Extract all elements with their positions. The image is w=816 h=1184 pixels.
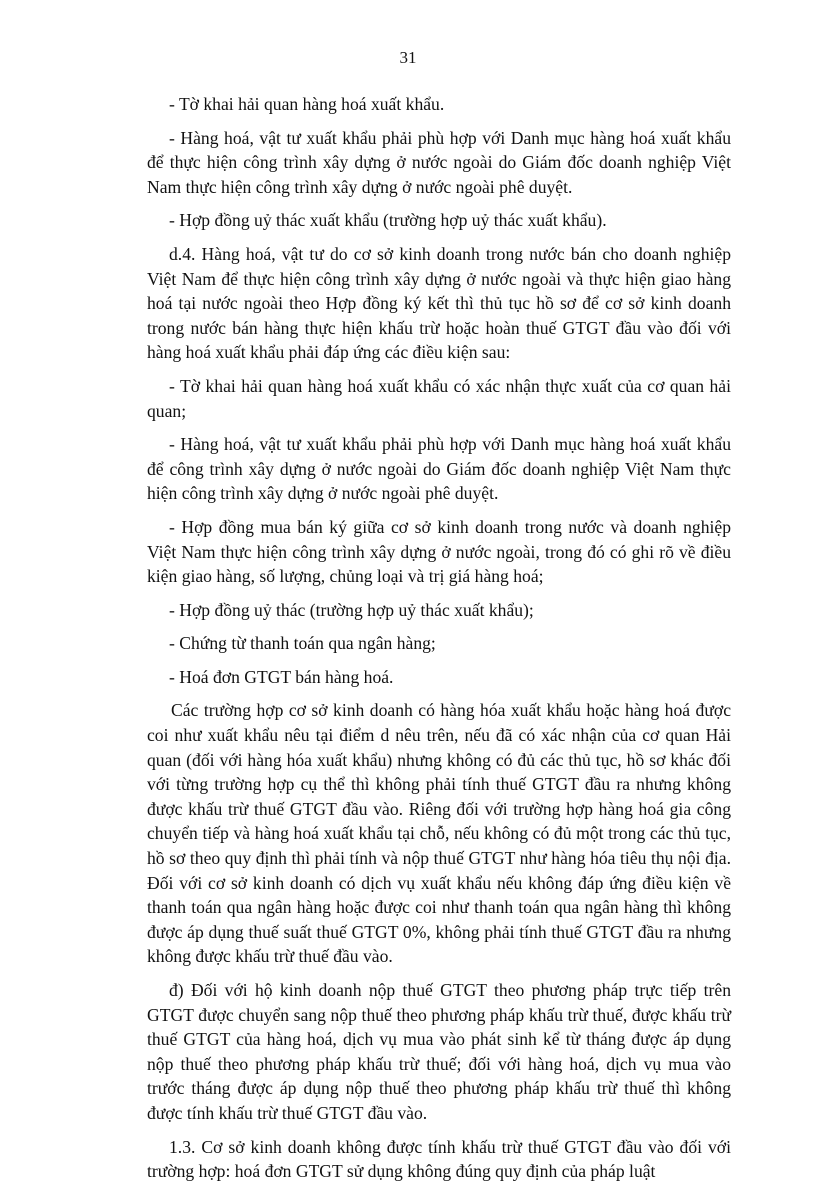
paragraph: - Hợp đồng uỷ thác xuất khẩu (trường hợp uỷ thác xuất khẩu).	[169, 210, 607, 231]
paragraph: Các trường hợp cơ sở kinh doanh có hàng hóa xuất khẩu hoặc hàng hoá được coi như xuất khẩu nêu tại điểm d nêu trên, nếu đã có xác nhận của cơ quan Hải quan (đối với hàng hóa xuất khẩu) nhưng không có đủ các thủ tục, hồ sơ khác đối với từng trường hợp cụ thể thì không phải tính thuế GTGT đầu ra nhưng không được khấu trừ thuế GTGT đầu vào. Riêng đối với trường hợp hàng hoá gia công chuyển tiếp và hàng hoá xuất khẩu tại chỗ, nếu không có đủ một trong các thủ tục, hồ sơ theo quy định thì phải tính và nộp thuế GTGT như hàng hóa tiêu thụ nội địa. Đối với cơ sở kinh doanh có dịch vụ xuất khẩu nếu không đáp ứng điều kiện về thanh toán qua ngân hàng hoặc được coi như thanh toán qua ngân hàng thì không được áp dụng thuế suất thuế GTGT 0%, không phải tính thuế GTGT đầu ra nhưng không được khấu trừ thuế đầu vào.	[147, 700, 731, 967]
paragraph: - Tờ khai hải quan hàng hoá xuất khẩu.	[169, 94, 445, 114]
paragraph: - Hoá đơn GTGT bán hàng hoá.	[169, 666, 394, 687]
paragraph: d.4. Hàng hoá, vật tư do cơ sở kinh doanh trong nước bán cho doanh nghiệp Việt Nam để thực hiện công trình xây dựng ở nước ngoài và thực hiện giao hàng hoá tại nước ngoài theo Hợp đồng ký kết thì thủ tục hồ sơ để cơ sở kinh doanh trong nước bán hàng thực hiện khấu trừ hoặc hoàn thuế GTGT đầu vào đối với hàng hoá xuất khẩu phải đáp ứng các điều kiện sau:	[147, 243, 731, 363]
document-body	[147, 92, 731, 1184]
paragraph: 1.3. Cơ sở kinh doanh không được tính khấu trừ thuế GTGT đầu vào đối với trường hợp: hoá đơn GTGT sử dụng không đúng quy định của pháp luật	[147, 1136, 731, 1182]
paragraph: - Hợp đồng mua bán ký giữa cơ sở kinh doanh trong nước và doanh nghiệp Việt Nam thực hiện công trình xây dựng ở nước ngoài, trong đó có ghi rõ về điều kiện giao hàng, số lượng, chủng loại và trị giá hàng hoá;	[147, 516, 731, 587]
paragraph: - Hợp đồng uỷ thác (trường hợp uỷ thác xuất khẩu);	[169, 599, 534, 620]
paragraph: - Chứng từ thanh toán qua ngân hàng;	[169, 633, 436, 654]
page-number: 31	[399, 48, 417, 67]
paragraph: - Hàng hoá, vật tư xuất khẩu phải phù hợp với Danh mục hàng hoá xuất khẩu để thực hiện công trình xây dựng ở nước ngoài do Giám đốc doanh nghiệp Việt Nam thực hiện công trình xây dựng ở nước ngoài phê duyệt.	[147, 127, 731, 197]
paragraph: - Hàng hoá, vật tư xuất khẩu phải phù hợp với Danh mục hàng hoá xuất khẩu để công trình xây dựng ở nước ngoài do Giám đốc doanh nghiệp Việt Nam thực hiện công trình xây dựng ở nước ngoài phê duyệt.	[147, 434, 731, 504]
paragraph: - Tờ khai hải quan hàng hoá xuất khẩu có xác nhận thực xuất của cơ quan hải quan;	[147, 375, 731, 421]
paragraph: đ) Đối với hộ kinh doanh nộp thuế GTGT theo phương pháp trực tiếp trên GTGT được chuyển sang nộp thuế theo phương pháp khấu trừ thuế, được khấu trừ thuế GTGT của hàng hoá, dịch vụ mua vào phát sinh kể từ tháng được áp dụng nộp thuế theo phương pháp khấu trừ thuế; đối với hàng hoá, dịch vụ mua vào trước tháng được áp dụng nộp thuế theo phương pháp khấu trừ thuế thì không được tính khấu trừ thuế GTGT đầu vào.	[147, 980, 731, 1123]
